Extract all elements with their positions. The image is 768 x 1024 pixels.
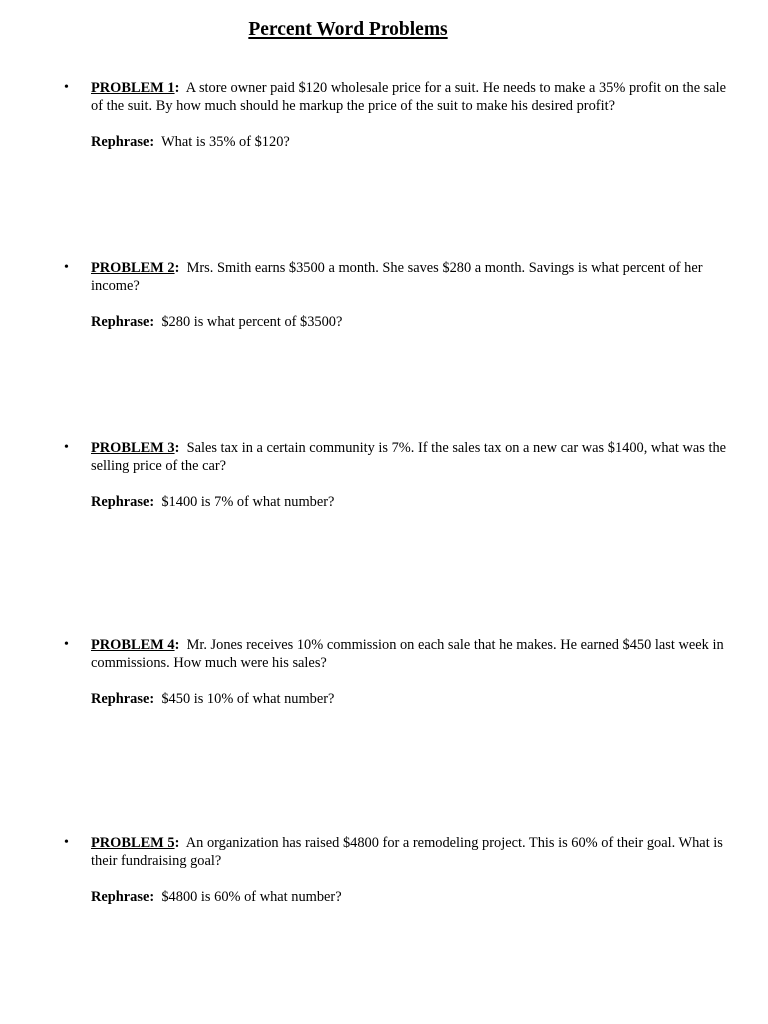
- problem-label-colon: :: [174, 80, 180, 96]
- bullet-marker: •: [64, 440, 69, 455]
- rephrase-line: [91, 493, 731, 511]
- problem-text: Mrs. Smith earns $3500 a month. She saves $280 a month. Savings is what percent of her income?: [91, 260, 703, 294]
- problem-statement: [91, 439, 731, 475]
- problem-text: A store owner paid $120 wholesale price for a suit. He needs to make a 35% profit on the sale of the suit. By how much should he markup the price of the suit to make his desired profit?: [91, 80, 727, 114]
- problem-statement: [91, 259, 731, 295]
- problem-2: [64, 259, 731, 331]
- problem-statement: [91, 79, 731, 115]
- rephrase-line: [91, 690, 731, 708]
- problem-label-colon: :: [174, 260, 180, 276]
- bullet-marker: •: [64, 835, 69, 850]
- problem-statement: [91, 636, 731, 672]
- rephrase-line: [91, 313, 731, 331]
- bullet-marker: •: [64, 637, 69, 652]
- problem-label: [91, 440, 179, 456]
- rephrase-text: $1400 is 7% of what number?: [161, 494, 335, 510]
- problem-label: [91, 80, 179, 96]
- problem-label: [91, 835, 179, 851]
- rephrase-label: Rephrase:: [91, 494, 155, 510]
- rephrase-label: Rephrase:: [91, 314, 155, 330]
- rephrase-label: Rephrase:: [91, 889, 155, 905]
- rephrase-line: [91, 888, 731, 906]
- problem-number: PROBLEM 2: [91, 260, 175, 276]
- rephrase-label: Rephrase:: [91, 691, 155, 707]
- problem-number: PROBLEM 4: [91, 637, 175, 653]
- problem-label: [91, 260, 179, 276]
- problem-label-colon: :: [174, 835, 180, 851]
- problem-number: PROBLEM 5: [91, 835, 175, 851]
- problem-3: [64, 439, 731, 511]
- bullet-marker: •: [64, 260, 69, 275]
- problem-1: [64, 79, 731, 151]
- problem-statement: [91, 834, 731, 870]
- problem-4: [64, 636, 731, 708]
- rephrase-text: $450 is 10% of what number?: [161, 691, 335, 707]
- problem-number: PROBLEM 3: [91, 440, 175, 456]
- page-title: Percent Word Problems: [248, 19, 448, 40]
- problem-label-colon: :: [174, 637, 180, 653]
- problem-text: An organization has raised $4800 for a remodeling project. This is 60% of their goal. What is their fundraising goal?: [91, 835, 723, 869]
- bullet-marker: •: [64, 80, 69, 95]
- problem-label-colon: :: [174, 440, 180, 456]
- rephrase-text: What is 35% of $120?: [161, 134, 290, 150]
- problem-label: [91, 637, 179, 653]
- problem-5: [64, 834, 731, 906]
- problem-text: Sales tax in a certain community is 7%. If the sales tax on a new car was $1400, what was the selling price of the car?: [91, 440, 727, 474]
- rephrase-text: $4800 is 60% of what number?: [161, 889, 342, 905]
- rephrase-label: Rephrase:: [91, 134, 155, 150]
- problem-text: Mr. Jones receives 10% commission on each sale that he makes. He earned $450 last week in commissions. How much were his sales?: [91, 637, 724, 671]
- rephrase-line: [91, 133, 731, 151]
- rephrase-text: $280 is what percent of $3500?: [161, 314, 343, 330]
- problem-number: PROBLEM 1: [91, 80, 175, 96]
